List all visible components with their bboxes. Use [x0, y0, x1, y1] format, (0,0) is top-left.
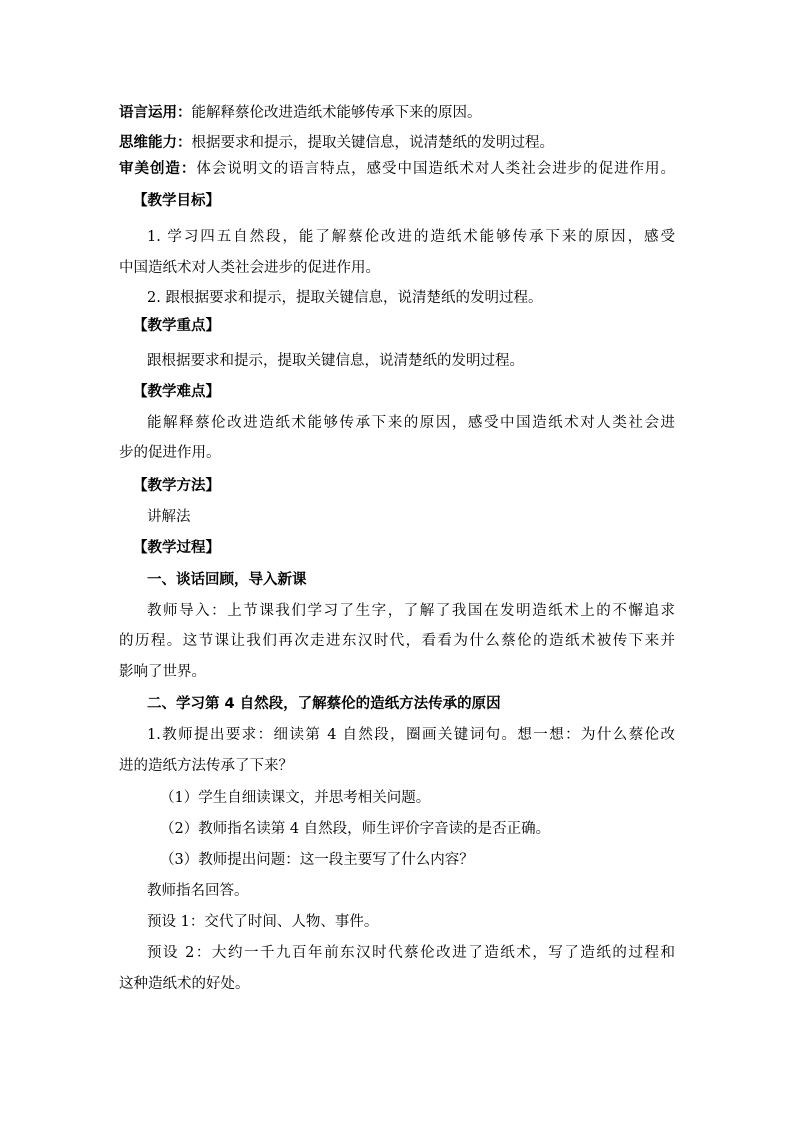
method-text: 讲解法 [147, 509, 191, 525]
goal-item-2: 2. 跟根据要求和提示，提取关键信息，说清楚纸的发明过程。 [147, 290, 543, 306]
section-2-sub-3: （3）教师提出问题：这一段主要写了什么内容？ [160, 852, 474, 868]
key-points-text: 跟根据要求和提示，提取关键信息，说清楚纸的发明过程。 [147, 353, 524, 369]
section-1-title: 一、谈话回顾，导入新课 [147, 572, 307, 588]
section-1-line-2: 的历程。这节课让我们再次走进东汉时代，看看为什么蔡伦的造纸术被传下来并 [119, 633, 675, 649]
goal-item-1-line-1: 1. 学习四五自然段，能了解蔡伦改进的造纸术能够传承下来的原因，感受 [147, 229, 675, 245]
section-2-preset-2-line-2: 这种造纸术的好处。 [119, 976, 250, 992]
goal-item-1-line-2: 中国造纸术对人类社会进步的促进作用。 [119, 260, 380, 276]
goals-heading: 【教学目标】 [133, 192, 220, 209]
competency-thinking-text: 根据要求和提示，提取关键信息，说清楚纸的发明过程。 [191, 135, 554, 151]
difficulties-heading: 【教学难点】 [133, 383, 220, 400]
section-2-sub-1: （1）学生自细读课文，并思考相关问题。 [160, 790, 431, 806]
competency-language-label: 语言运用： [119, 105, 192, 121]
key-points-heading: 【教学重点】 [133, 317, 220, 334]
section-2-step-1-line-2: 进的造纸方法传承了下来？ [119, 758, 293, 774]
section-2-step-1-line-1: 1.教师提出要求：细读第 4 自然段，圈画关键词句。想一想：为什么蔡伦改 [147, 727, 675, 743]
difficulties-line-1: 能解释蔡伦改进造纸术能够传承下来的原因，感受中国造纸术对人类社会进 [147, 415, 675, 431]
competency-thinking-label: 思维能力： [119, 135, 192, 151]
section-2-preset-1: 预设 1：交代了时间、人物、事件。 [147, 914, 379, 930]
difficulties-line-2: 步的促进作用。 [119, 445, 221, 461]
competency-language-text: 能解释蔡伦改进造纸术能够传承下来的原因。 [191, 105, 482, 121]
section-2-sub-2: （2）教师指名读第 4 自然段，师生评价字音读的是否正确。 [160, 821, 551, 837]
section-2-answer-intro: 教师指名回答。 [147, 883, 249, 899]
competency-aesthetic-text: 体会说明文的语言特点，感受中国造纸术对人类社会进步的促进作用。 [196, 161, 675, 177]
competency-thinking [119, 133, 675, 153]
competency-language [119, 103, 675, 123]
competency-aesthetic-label: 审美创造： [119, 161, 197, 177]
section-2-preset-2-line-1: 预设 2：大约一千九百年前东汉时代蔡伦改进了造纸术，写了造纸的过程和 [147, 945, 675, 961]
section-1-line-3: 影响了世界。 [119, 664, 206, 680]
section-1-line-1: 教师导入：上节课我们学习了生字，了解了我国在发明造纸术上的不懈追求 [147, 603, 675, 619]
method-heading: 【教学方法】 [133, 477, 220, 494]
competency-aesthetic [119, 159, 675, 179]
process-heading: 【教学过程】 [133, 539, 220, 556]
section-2-title: 二、学习第 4 自然段，了解蔡伦的造纸方法传承的原因 [147, 696, 501, 712]
